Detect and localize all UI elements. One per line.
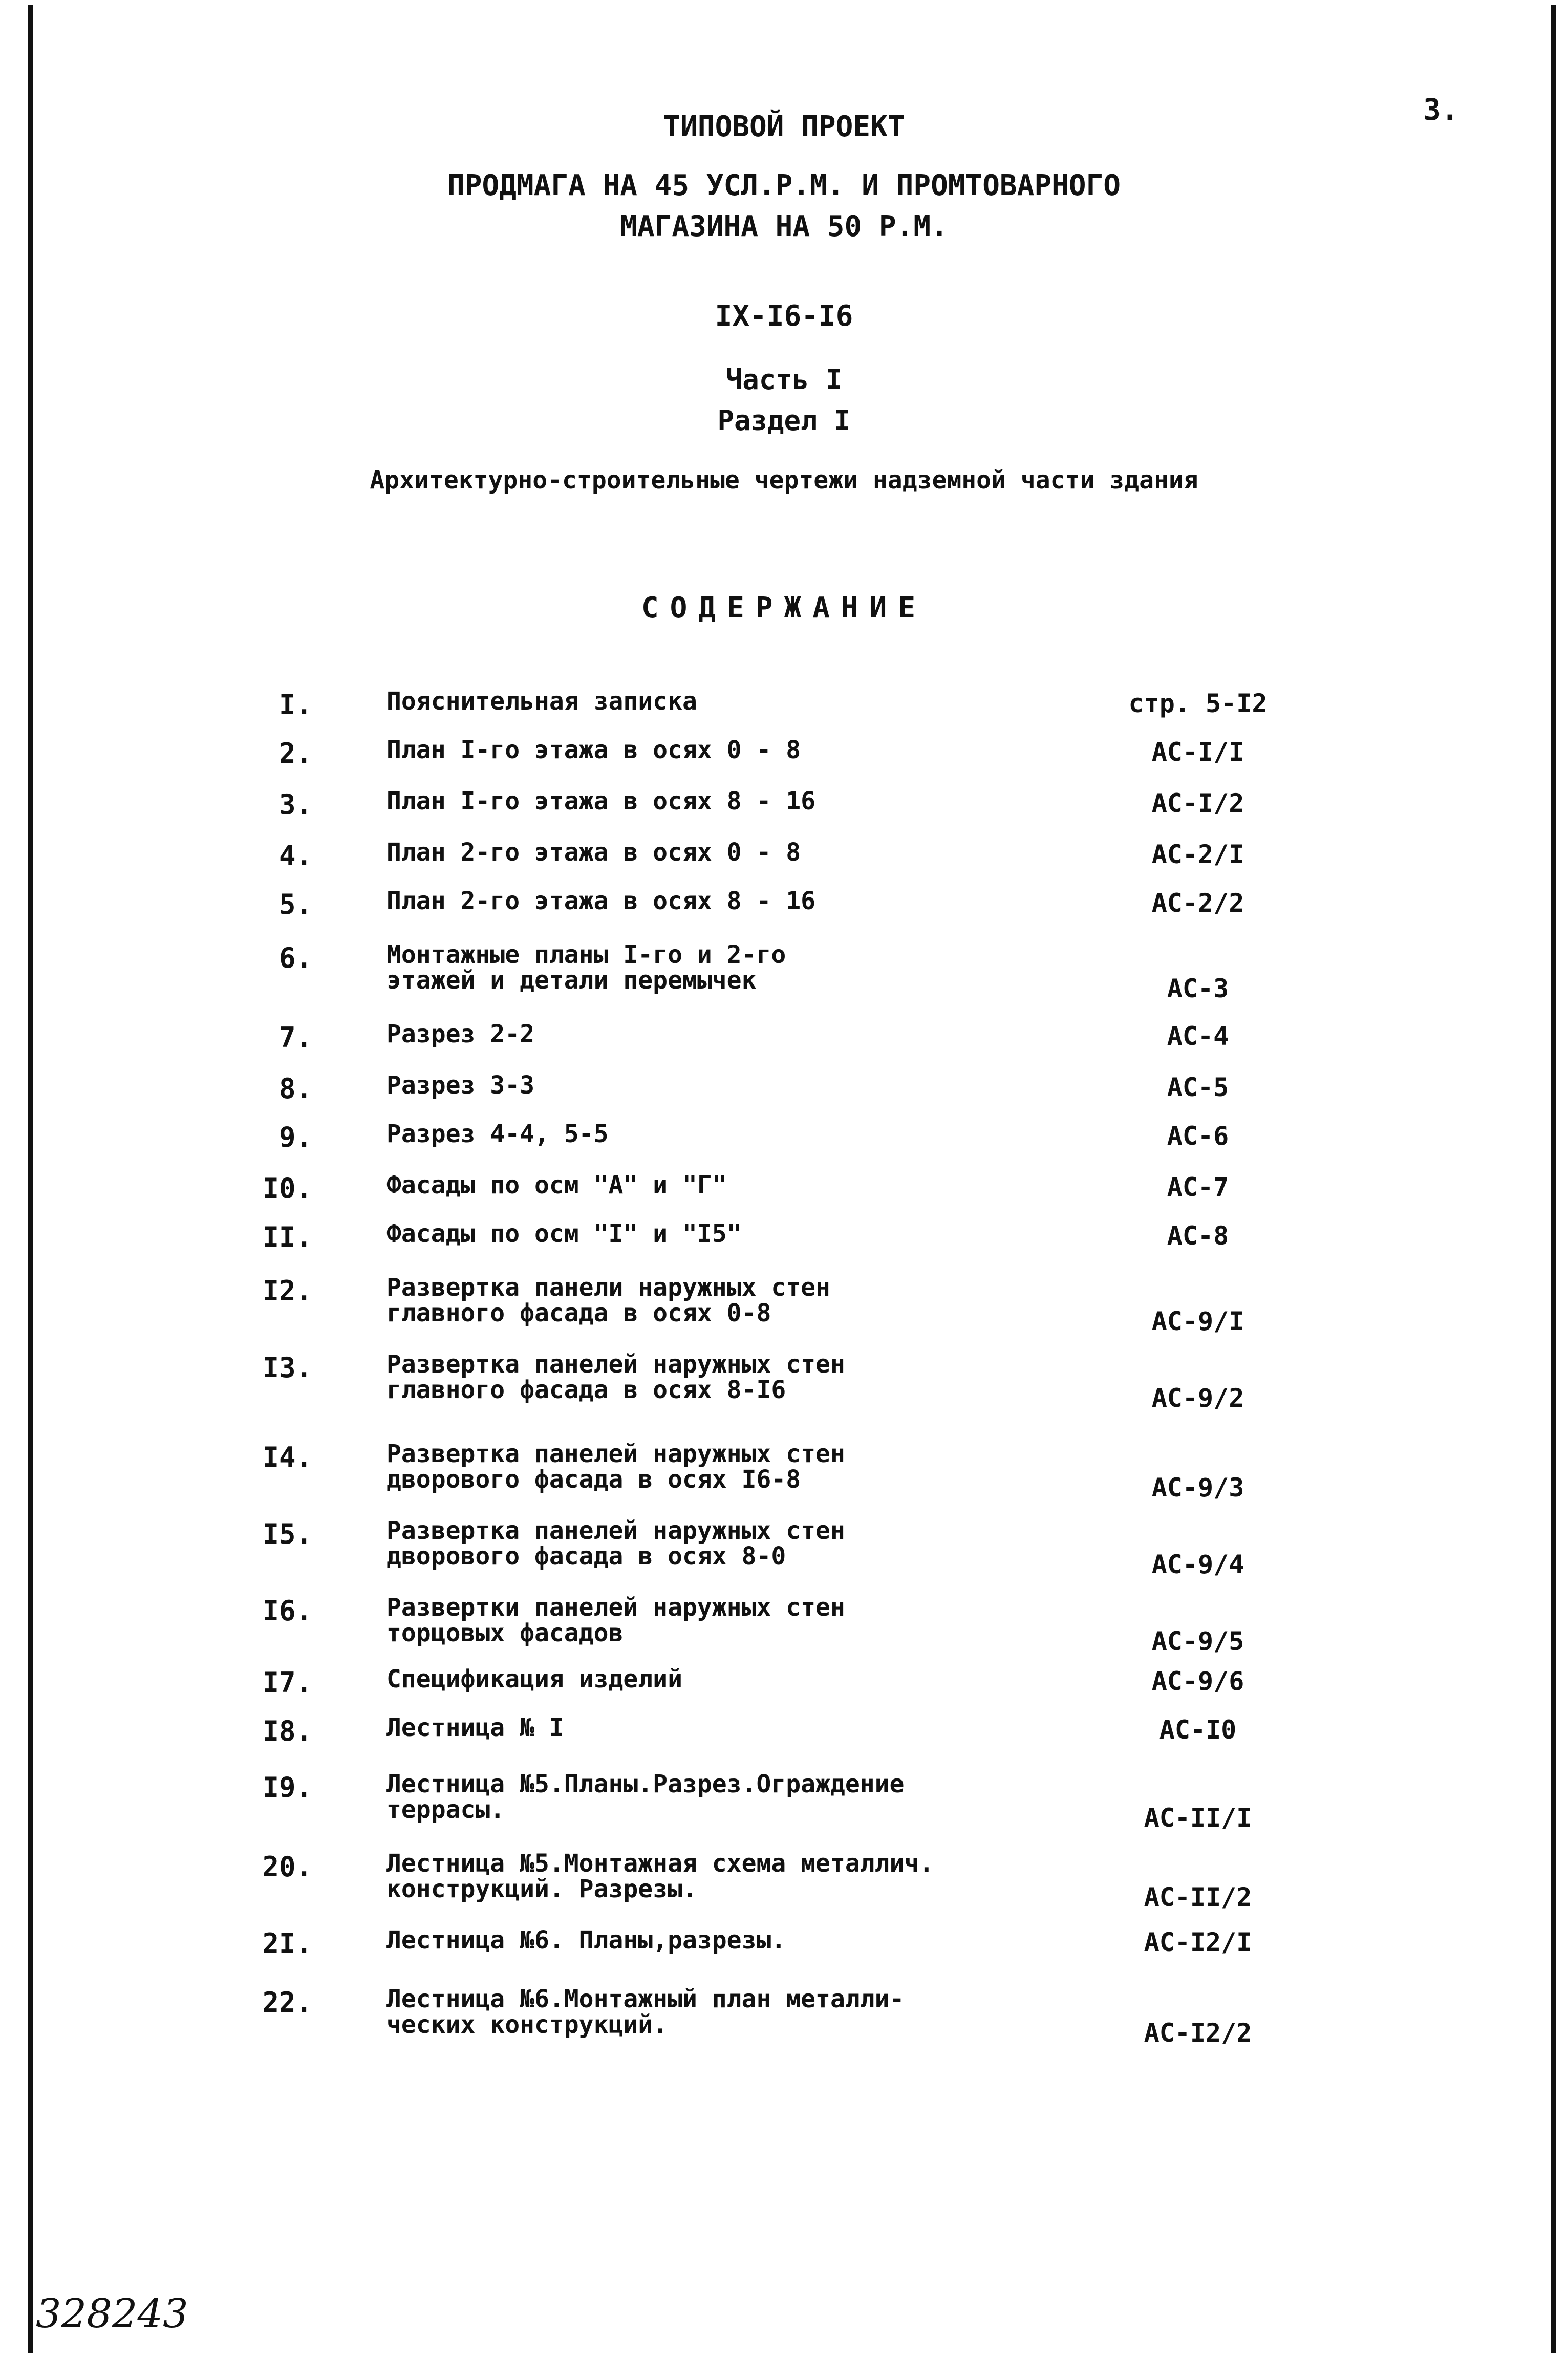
toc-item-title: Монтажные планы I-го и 2-го этажей и детали перемычек [386,940,786,995]
toc-item-number: 7. [278,1021,312,1054]
toc-item-title: Фасады по осм "А" и "Г" [386,1171,727,1199]
toc-item-sheet-ref: АС-2/2 [1151,888,1244,918]
toc-heading: СОДЕРЖАНИЕ [641,591,927,625]
toc-item-sheet-ref: АС-9/2 [1151,1383,1244,1413]
toc-item-title: Развертка панелей наружных стен главного фасада в осях 8-I6 [386,1350,845,1404]
toc-item-title: Лестница №6. Планы,разрезы. [386,1926,786,1955]
project-type: ТИПОВОЙ ПРОЕКТ [663,110,905,143]
toc-item-number: I. [278,689,312,721]
toc-item-title: План I-го этажа в осях 0 - 8 [386,736,801,764]
toc-item-sheet-ref: АС-I2/I [1144,1927,1252,1957]
toc-item-number: 9. [278,1121,312,1153]
page-number: 3. [1423,92,1459,127]
toc-item-number: I9. [262,1771,312,1804]
toc-item-number: I6. [262,1595,312,1627]
toc-item-title: Лестница № I [386,1713,564,1742]
toc-item-sheet-ref: АС-I/2 [1151,788,1244,818]
toc-item-title: Разрез 3-3 [386,1071,534,1100]
toc-item-number: 5. [278,888,312,920]
toc-item-sheet-ref: АС-9/5 [1151,1626,1244,1656]
toc-item-number: 4. [278,840,312,872]
toc-item-number: I0. [262,1172,312,1205]
archive-number: 328243 [36,2291,188,2337]
toc-item-title: Лестница №5.Монтажная схема металлич. конструкций. Разрезы. [386,1849,934,1903]
toc-item-sheet-ref: АС-I2/2 [1144,2018,1252,2048]
project-title-line1: ПРОДМАГА НА 45 УСЛ.Р.М. И ПРОМТОВАРНОГО [447,169,1121,202]
toc-item-title: План I-го этажа в осях 8 - 16 [386,787,816,816]
toc-item-number: 20. [262,1851,312,1883]
document-subtitle: Архитектурно-строительные чертежи надземной части здания [370,466,1198,495]
section-label: Раздел I [717,404,851,437]
toc-item-sheet-ref: АС-I0 [1159,1715,1237,1745]
toc-item-number: 3. [278,788,312,821]
toc-item-sheet-ref: АС-5 [1167,1073,1229,1102]
toc-item-sheet-ref: стр. 5-I2 [1128,689,1268,718]
toc-item-title: Лестница №6.Монтажный план металли- ческих конструкций. [386,1985,905,2039]
toc-item-sheet-ref: АС-9/6 [1151,1666,1244,1696]
toc-item-number: I3. [262,1352,312,1384]
toc-item-title: Спецификация изделий [386,1665,682,1694]
toc-item-title: Развертки панелей наружных стен торцовых фасадов [386,1593,845,1647]
toc-item-sheet-ref: АС-8 [1167,1221,1229,1251]
toc-item-title: Лестница №5.Планы.Разрез.Ограждение террасы. [386,1770,905,1824]
toc-item-number: 22. [262,1986,312,2019]
toc-item-title: Разрез 4-4, 5-5 [386,1120,609,1148]
toc-item-title: Фасады по осм "I" и "I5" [386,1219,742,1248]
toc-item-sheet-ref: АС-4 [1167,1021,1229,1051]
toc-item-number: I8. [262,1715,312,1747]
toc-item-sheet-ref: АС-3 [1167,974,1229,1003]
toc-item-sheet-ref: АС-9/4 [1151,1550,1244,1579]
toc-item-number: I4. [262,1441,312,1473]
part-label: Часть I [725,363,843,396]
toc-item-number: 2. [278,737,312,769]
toc-item-sheet-ref: АС-9/I [1151,1306,1244,1336]
toc-item-title: Развертка панелей наружных стен дворового фасада в осях I6-8 [386,1440,845,1494]
toc-item-sheet-ref: АС-9/3 [1151,1473,1244,1503]
toc-item-title: План 2-го этажа в осях 0 - 8 [386,838,801,867]
toc-item-number: I2. [262,1275,312,1307]
toc-item-title: Пояснительная записка [386,687,697,716]
toc-item-sheet-ref: АС-II/2 [1144,1882,1252,1912]
toc-item-sheet-ref: АС-2/I [1151,840,1244,869]
toc-item-number: 2I. [262,1927,312,1960]
toc-item-title: Разрез 2-2 [386,1020,534,1048]
toc-item-number: I5. [262,1518,312,1550]
toc-item-sheet-ref: АС-6 [1167,1121,1229,1151]
toc-item-sheet-ref: АС-II/I [1144,1803,1252,1833]
toc-item-title: Развертка панели наружных стен главного фасада в осях 0-8 [386,1273,830,1327]
toc-item-title: Развертка панелей наружных стен дворового фасада в осях 8-0 [386,1516,845,1571]
toc-item-number: 6. [278,942,312,974]
toc-item-sheet-ref: АС-7 [1167,1172,1229,1202]
toc-item-number: 8. [278,1073,312,1105]
toc-item-sheet-ref: АС-I/I [1151,737,1244,767]
project-code: IX-I6-I6 [715,299,853,333]
project-title-line2: МАГАЗИНА НА 50 Р.М. [620,210,948,243]
toc-item-title: План 2-го этажа в осях 8 - 16 [386,887,816,915]
toc-item-number: II. [262,1221,312,1253]
toc-item-number: I7. [262,1666,312,1699]
